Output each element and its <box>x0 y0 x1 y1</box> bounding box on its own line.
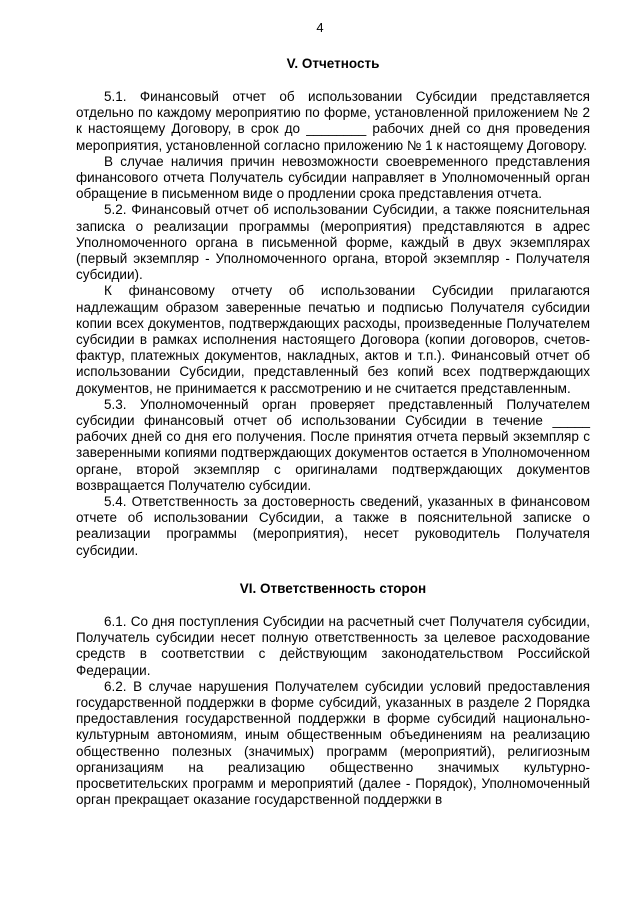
paragraph-5-1-extension: В случае наличия причин невозможности своевременного представления финансового отчета Получатель субсидии направляет в Уполномоченный орган обращение в письменном виде о продлении срока представления отчета. <box>76 153 590 202</box>
section-reporting-body <box>76 89 590 559</box>
document-body <box>76 52 590 808</box>
section-title-liability: VI. Ответственность сторон <box>239 580 427 596</box>
section-reporting <box>76 54 590 559</box>
section-liability <box>76 579 590 808</box>
paragraph-5-2-attachments: К финансовому отчету об использовании Субсидии прилагаются надлежащим образом заверенные печатью и подписью Получателя субсидии копии всех документов, подтверждающих расходы, произведенные Получателем субсидии в рамках исполнения настоящего Договора (копии договоров, счетов-фактур, платежных документов, накладных, актов и т.п.). Финансовый отчет об использовании Субсидии, представленный без копий всех подтверждающих документов, не принимается к рассмотрению и не считается представленным. <box>76 283 590 396</box>
page-number: 4 <box>316 20 324 35</box>
paragraph-6-2: 6.2. В случае нарушения Получателем субсидии условий предоставления государственной поддержки в форме субсидий, указанных в разделе 2 Порядка предоставления государственной поддержки в форме субсидий национально-культурным автономиям, иным общественным объединениям на реализацию общественно полезных (значимых) программ (мероприятий), религиозным организациям на реализацию общественно значимых культурно-просветительских программ и мероприятий (далее - Порядок), Уполномоченный орган прекращает оказание государственной поддержки в <box>76 678 590 808</box>
paragraph-5-1: 5.1. Финансовый отчет об использовании Субсидии представляется отдельно по каждому мероприятию по форме, установленной приложением № 2 к настоящему Договору, в срок до ________ рабочих дней со дня проведения мероприятия, установленной согласно приложению № 1 к настоящему Договору. <box>76 89 590 153</box>
section-title-reporting: V. Отчетность <box>286 56 380 71</box>
paragraph-6-1: 6.1. Со дня поступления Субсидии на расчетный счет Получателя субсидии, Получатель субсидии несет полную ответственность за целевое расходование средств в соответствии с действующим законодательством Российской Федерации. <box>76 613 590 678</box>
section-liability-body <box>76 614 590 808</box>
paragraph-5-3: 5.3. Уполномоченный орган проверяет представленный Получателем субсидии финансовый отчет об использовании Субсидии в течение _____ рабочих дней со дня его получения. После принятия отчета первый экземпляр с заверенными копиями подтверждающих документов остается в Уполномоченном органе, второй экземпляр с оригиналами подтверждающих документов возвращается Получателю субсидии. <box>76 396 590 493</box>
paragraph-5-4: 5.4. Ответственность за достоверность сведений, указанных в финансовом отчете об использовании Субсидии, а также в пояснительной записке о реализации программы (мероприятия), несет руководитель Получателя субсидии. <box>76 494 590 558</box>
paragraph-5-2: 5.2. Финансовый отчет об использовании Субсидии, а также пояснительная записка о реализации программы (мероприятия) представляются в адрес Уполномоченного органа в письменной форме, каждый в двух экземплярах (первый экземпляр - Уполномоченного органа, второй экземпляр - Получателя субсидии). <box>76 202 590 283</box>
